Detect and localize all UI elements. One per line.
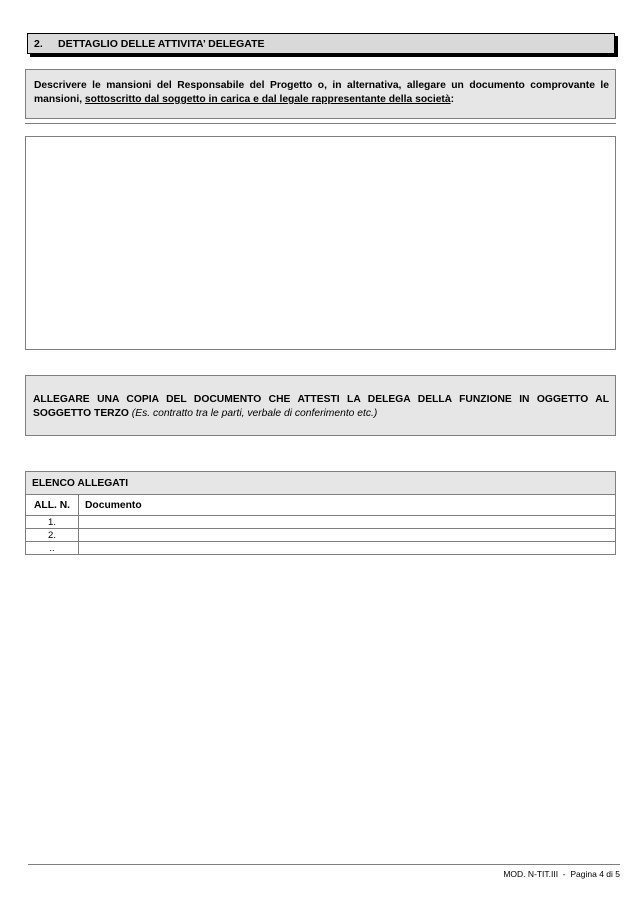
attachment-document-cell[interactable] — [79, 542, 616, 555]
table-caption: ELENCO ALLEGATI — [26, 472, 616, 495]
attachment-notice-text: ALLEGARE UNA COPIA DEL DOCUMENTO CHE ATTESTI LA DELEGA DELLA FUNZIONE IN OGGETTO AL SOGGETTO TERZO — [33, 394, 609, 419]
column-header-number: ALL. N. — [26, 495, 79, 516]
footer-divider — [28, 864, 620, 865]
instructions-underlined-text: sottoscritto dal soggetto in carica e dal legale rappresentante della società — [84, 94, 451, 105]
section-title: DETTAGLIO DELLE ATTIVITA’ DELEGATE — [58, 38, 265, 50]
attachment-notice-example: (Es. contratto tra le parti, verbale di conferimento etc.) — [131, 408, 378, 419]
column-header-document: Documento — [79, 495, 616, 516]
attachment-notice-box — [25, 375, 616, 436]
instructions-box — [25, 69, 616, 119]
attachment-number: .. — [26, 542, 79, 555]
attachment-document-cell[interactable] — [79, 516, 616, 529]
attachment-number: 2. — [26, 529, 79, 542]
table-row — [26, 529, 616, 542]
section-number: 2. — [34, 38, 43, 50]
table-row — [26, 516, 616, 529]
divider — [25, 123, 616, 124]
attachment-number: 1. — [26, 516, 79, 529]
attachment-document-cell[interactable] — [79, 529, 616, 542]
page-footer — [503, 869, 620, 879]
section-header — [27, 33, 615, 54]
table-row — [26, 542, 616, 555]
table-header-row — [26, 495, 616, 516]
page-number: Pagina 4 di 5 — [570, 869, 620, 879]
description-field[interactable] — [25, 136, 616, 350]
instructions-end: : — [450, 94, 455, 105]
attachments-table — [25, 471, 616, 555]
table-caption-row — [26, 472, 616, 495]
form-code: MOD. N-TIT.III - — [503, 869, 566, 879]
instructions-text: Descrivere le mansioni del Responsabile del Progetto o, in alternativa, allegare un documento comprovante le mansioni, — [34, 80, 609, 105]
